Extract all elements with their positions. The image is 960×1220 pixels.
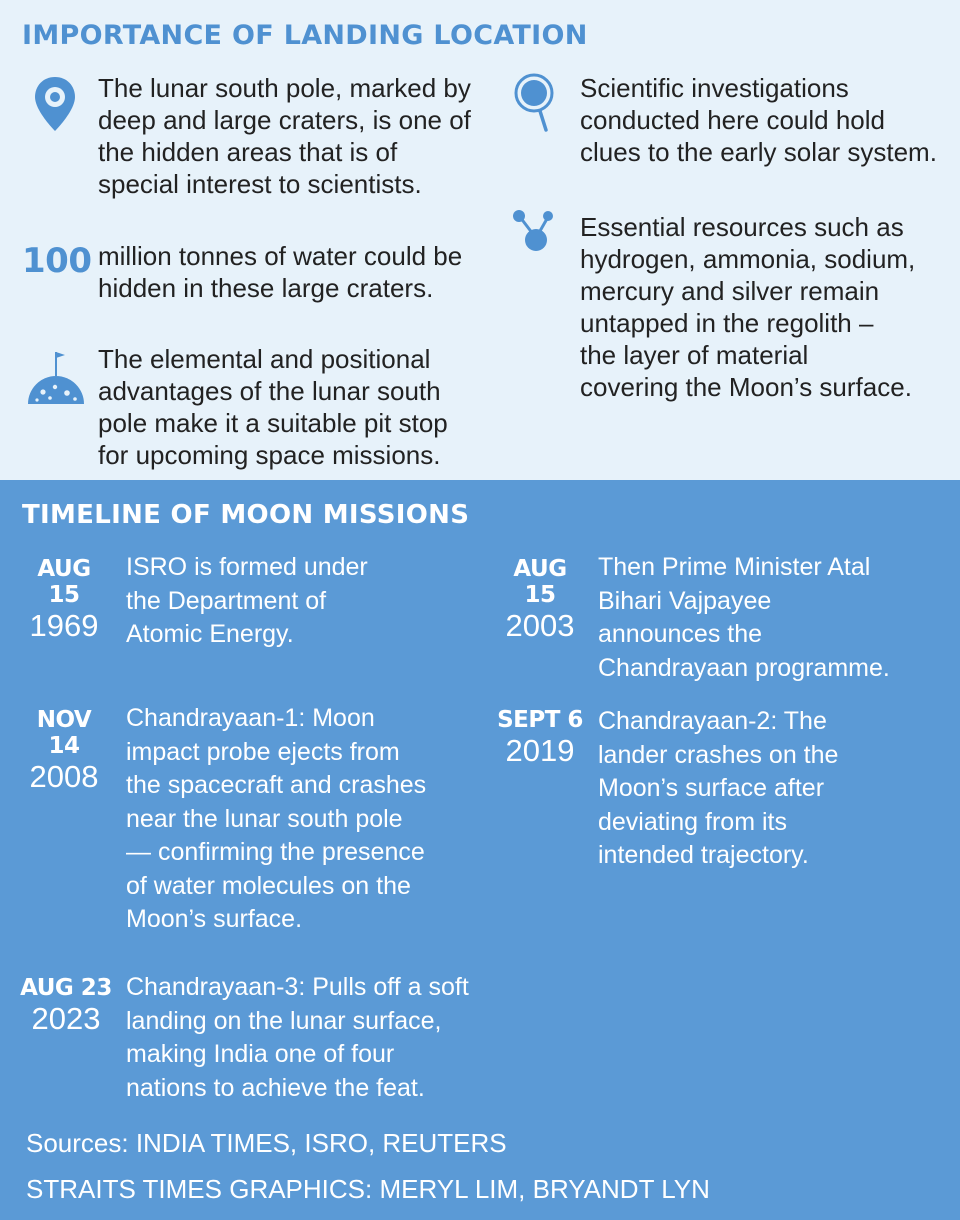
timeline-text-1: ISRO is formed under the Department of Atomic Energy. <box>126 553 368 648</box>
timeline-date-4: SEPT 6 2019 <box>497 707 583 768</box>
highlight-number: 100 <box>22 241 92 281</box>
timeline-date-3: NOV 14 2008 <box>29 707 99 794</box>
location-pin-icon <box>33 75 77 133</box>
credits-line: STRAITS TIMES GRAPHICS: MERYL LIM, BRYANDT LYN <box>26 1174 710 1204</box>
importance-title: IMPORTANCE OF LANDING LOCATION <box>22 20 588 51</box>
timeline-date-5: AUG 23 2023 <box>20 975 112 1036</box>
moon-flag-icon <box>25 346 87 406</box>
timeline-date-1: AUG 15 1969 <box>29 556 99 643</box>
sources-line: Sources: INDIA TIMES, ISRO, REUTERS <box>26 1128 507 1158</box>
timeline-text-4: Chandrayaan-2: The lander crashes on the Moon’s surface after deviating from its intended trajectory. <box>598 707 839 869</box>
timeline-text-2: Then Prime Minister Atal Bihari Vajpayee announces the Chandrayaan programme. <box>598 553 890 682</box>
importance-text-3: The elemental and positional advantages of the lunar south pole make it a suitable pit stop for upcoming space missions. <box>98 344 448 470</box>
molecule-icon <box>512 208 554 254</box>
importance-text-5: Essential resources such as hydrogen, ammonia, sodium, mercury and silver remain untapped in the regolith – the layer of material covering the Moon’s surface. <box>580 212 916 402</box>
importance-text-4: Scientific investigations conducted here could hold clues to the early solar system. <box>580 73 937 167</box>
timeline-date-2: AUG 15 2003 <box>505 556 575 643</box>
importance-text-2: million tonnes of water could be hidden in these large craters. <box>98 241 463 303</box>
timeline-text-5: Chandrayaan-3: Pulls off a soft landing on the lunar surface, making India one of four nations to achieve the feat. <box>126 973 469 1102</box>
timeline-title: TIMELINE OF MOON MISSIONS <box>22 500 470 530</box>
magnifier-icon <box>513 72 555 134</box>
timeline-text-3: Chandrayaan-1: Moon impact probe ejects from the spacecraft and crashes near the lunar south pole — confirming the presence of water molecules on the Moon’s surface. <box>126 704 427 933</box>
importance-text-1: The lunar south pole, marked by deep and large craters, is one of the hidden areas that is of special interest to scientists. <box>98 73 471 199</box>
